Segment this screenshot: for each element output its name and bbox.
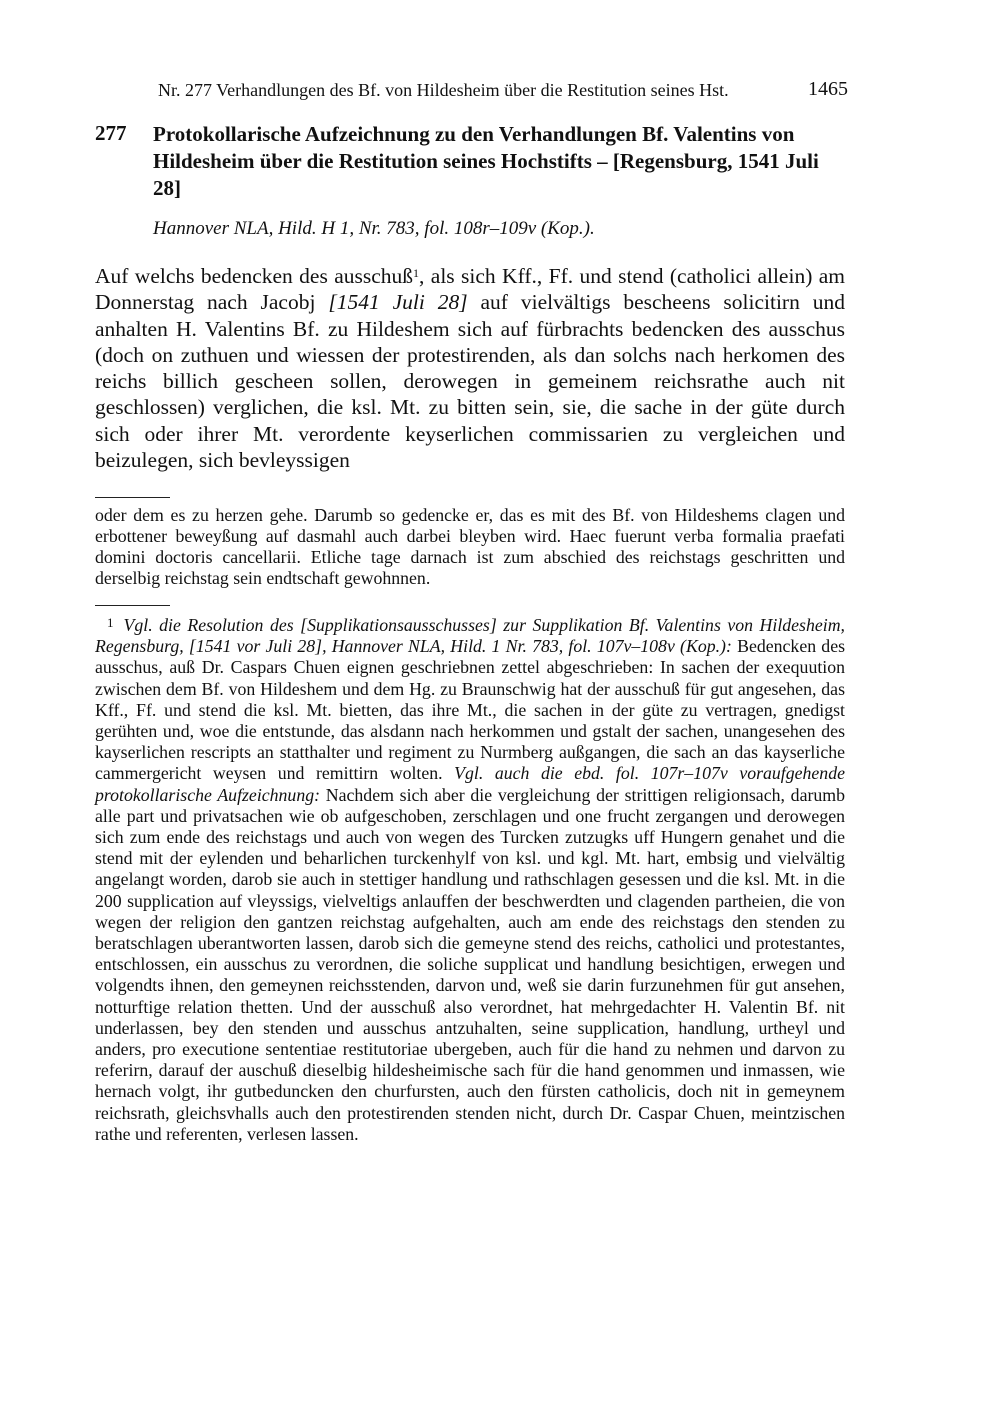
footnote-separator [95, 497, 170, 498]
running-header [158, 80, 848, 101]
footnote-italic-2: Vgl. auch die ebd. fol. 107r–107v voraufgehende protokollarische Aufzeichnung: [95, 763, 845, 805]
footnote-separator [95, 605, 170, 606]
continued-note: oder dem es zu herzen gehe. Darumb so gedencke er, das es mit des Bf. von Hildeshems clagen und erbottener beweyßung auf dasmahl auch darbei bleyben wird. Haec fuerunt verba formalia praefati domini doctoris cancellarii. Etliche tage darnach ist zum abschied des reichstags geschritten und derselbig reichstag sein endtschaft gewohnnen. [95, 505, 845, 588]
main-text-date: [1541 Juli 28] [328, 290, 468, 315]
footnote-italic-1: Vgl. die Resolution des [Supplikationsausschusses] zur Supplikation Bf. Valentins von Hildesheim, Regensburg, [1541 vor Juli 28], Hannover NLA, Hild. 1 Nr. 783, fol. 107v–108v (Kop.): [95, 615, 845, 657]
footnote-reference: 1 [413, 266, 420, 280]
running-title: Nr. 277 Verhandlungen des Bf. von Hildesheim über die Restitution seines Hst. [158, 80, 729, 100]
document-number: 277 [95, 121, 127, 145]
main-text [95, 260, 845, 473]
footnote-1 [95, 612, 845, 1145]
footnote-text-2: Nachdem sich aber die vergleichung der strittigen religionsach, darumb alle part und privatsachen wie ob aufgeschoben, zerschlagen und one frucht zergangen und derowegen sich zum ende des reichstags und auch von wegen des Turcken zutzugks uff Hungern genahet und die stend mit der eylenden und beharlichen turckenhylf von ksl. und kgl. Mt. hart, embsig und vielvältig angelangt worden, darob sie auch in stettiger handlung und rathschlagen gesessen und die ksl. Mt. in die 200 supplication auf vleyssigs, vielveltigs anlauffen der beschwerdten und clagenden partheien, die von wegen der religion den gantzen reichstag aufgehalten, auch am ende des reichstags den stenden zu beratschlagen uberantworten lassen, darob sich die gemeyne stend des reichs, catholici und protestantes, entschlossen, ein ausschus zu verordnen, die soliche supplicat und handlung besichtigen, erwegen und volgendts ihnen, den gemeynen reichsstenden, darvon und, weß sie darin furzunehmen für gut ansehen, notturftige relation thetten. Und der ausschuß also verordnet, hat mehrgedachter H. Valentin Bf. nit underlassen, bey den stenden und ausschus antzuhalten, seine supplication, handlung, urtheyl und anders, pro executione sententiae restitutoriae ubergeben, auch für die hand zu nehmen und darvon zu referirn, darauf der auschuß dieselbig hildesheimische sach für die hand genommen und inmassen, wie hernach volgt, ihr gutbeduncken den churfursten, auch den fürsten catholicis, doch nit in gemeynem reichsrath, gleichsvhalls auch den protestirenden stenden nicht, durch Dr. Caspar Chuen, meintzischen rathe und referenten, verlesen lassen. [95, 784, 845, 1144]
document-title: Protokollarische Aufzeichnung zu den Verhandlungen Bf. Valentins von Hildesheim über die Restitution seines Hochstifts – [Regensburg, 1541 Juli 28] [153, 122, 819, 200]
footnote-text-1: Bedencken des ausschus, auß Dr. Caspars Chuen eignen geschriebnen zettel abgeschrieben: In sachen der exequution zwischen dem Bf. von Hildeshem und dem Hg. zu Braunschwig hat der ausschuß für gut angesehen, das Kff., Ff. und stend die ksl. Mt. bietten, das ihre Mt., die sachen in der güte zu vertragen, gnedigst gerühten und, woe die entstunde, das alsdann nach herkommen und gstalt der sachen, unangesehen des kayserlichen rescripts an statthalter und regiment zu Nurmberg außgangen, die sach an das kayserliche cammergericht weysen und remittirn wolten. [95, 636, 846, 784]
main-text-part3: auf vielvältigs bescheens solicitirn und anhalten H. Valentins Bf. zu Hildeshem sich auf fürbrachts bedencken des ausschus (doch on zuthuen und wiessen der protestirenden, als dan solchs nach herkomen des reichs billich gescheen sollen, derowegen in gemeinem reichsrathe auch nit geschlossen) verglichen, die ksl. Mt. zu bitten sein, sie, die sache in der güte durch sich oder ihrer Mt. verordente keyserlichen commissarien zu vergleichen und beizulegen, sich bevleyssigen [95, 290, 845, 473]
page-number: 1465 [808, 78, 848, 100]
source-citation: Hannover NLA, Hild. H 1, Nr. 783, fol. 108r–109v (Kop.). [153, 218, 595, 239]
main-text-part2: , als sich Kff., Ff. und stend (catholici allein) am Donnerstag nach Jacobj [95, 264, 845, 315]
footnote-mark: 1 [107, 615, 114, 630]
main-text-part1: Auf welchs bedencken des ausschuß [95, 264, 414, 288]
